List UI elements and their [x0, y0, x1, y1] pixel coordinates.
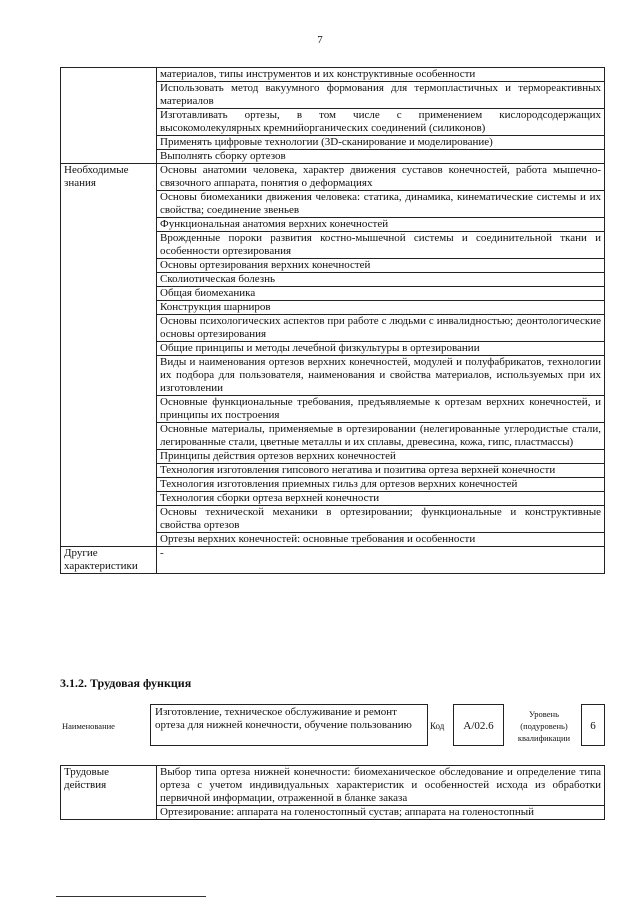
knowledge-item: Конструкция шарниров [157, 301, 605, 315]
qualification-level-label: Уровень (подуровень) квалификации [517, 709, 571, 743]
function-code: А/02.6 [453, 704, 504, 746]
knowledge-item: Функциональная анатомия верхних конечностей [157, 218, 605, 232]
code-label: Код [430, 721, 445, 731]
knowledge-item: Ортезы верхних конечностей: основные требования и особенности [157, 533, 605, 547]
knowledge-item: Основы технической механики в ортезировании; функциональные и конструктивные свойства ортезов [157, 506, 605, 533]
skill-item: Выполнять сборку ортезов [157, 150, 605, 164]
knowledge-item: Технология сборки ортеза верхней конечности [157, 492, 605, 506]
knowledge-item: Технология изготовления гипсового негатива и позитива ортеза верхней конечности [157, 464, 605, 478]
labor-action-item: Выбор типа ортеза нижней конечности: биомеханическое обследование и определение типа ортеза с учетом индивидуальных характеристик и особенностей исхода из обработки первичной информации, отраженной в бланке заказа [157, 766, 605, 806]
knowledge-item: Виды и наименования ортезов верхних конечностей, модулей и полуфабрикатов, технологии их подбора для пользователя, наименования и свойства материалов, используемых при их изготовлении [157, 356, 605, 396]
knowledge-item: Общие принципы и методы лечебной физкультуры в ортезировании [157, 342, 605, 356]
name-label: Наименование [62, 721, 115, 731]
table-row [61, 547, 605, 574]
knowledge-item: Основы ортезирования верхних конечностей [157, 259, 605, 273]
labor-actions-table [60, 765, 605, 820]
page-number: 7 [317, 34, 323, 46]
requirements-table [60, 67, 605, 574]
table-row [61, 164, 605, 191]
knowledge-item: Сколиотическая болезнь [157, 273, 605, 287]
knowledge-item: Врожденные пороки развития костно-мышечной системы и соединительной ткани и особенности ортезирования [157, 232, 605, 259]
skill-item: Применять цифровые технологии (3D-сканирование и моделирование) [157, 136, 605, 150]
skill-item: Использовать метод вакуумного формования для термопластичных и термореактивных материалов [157, 82, 605, 109]
section-heading: 3.1.2. Трудовая функция [60, 676, 192, 690]
labor-action-item: Ортезирование: аппарата на голеностопный сустав; аппарата на голеностопный [157, 806, 605, 820]
knowledge-item: Принципы действия ортезов верхних конечностей [157, 450, 605, 464]
knowledge-label: Необходимые знания [61, 164, 157, 547]
table-row [61, 766, 605, 806]
knowledge-item: Основные материалы, применяемые в ортезировании (нелегированные углеродистые стали, легированные стали, цветные металлы и их сплавы, древесина, кожа, гипс, пластмассы) [157, 423, 605, 450]
skill-item: материалов, типы инструментов и их конструктивные особенности [157, 68, 605, 82]
knowledge-item: Основы биомеханики движения человека: статика, динамика, кинематические системы и их свойства; соединение звеньев [157, 191, 605, 218]
knowledge-item: Основы анатомии человека, характер движения суставов конечностей, работа мышечно-связочного аппарата, понятия о деформациях [157, 164, 605, 191]
knowledge-item: Основы психологических аспектов при работе с людьми с инвалидностью; деонтологические основы ортезирования [157, 315, 605, 342]
knowledge-item: Общая биомеханика [157, 287, 605, 301]
qualification-level: 6 [581, 704, 605, 746]
other-characteristics-label: Другие характеристики [61, 547, 157, 574]
function-name: Изготовление, техническое обслуживание и ремонт ортеза для нижней конечности, обучение пользованию [150, 704, 428, 746]
knowledge-item: Технология изготовления приемных гильз для ортезов верхних конечностей [157, 478, 605, 492]
knowledge-item: Основные функциональные требования, предъявляемые к ортезам верхних конечностей, и принципы их построения [157, 396, 605, 423]
labor-actions-label: Трудовые действия [61, 766, 157, 820]
skill-item: Изготавливать ортезы, в том числе с применением кислородсодержащих высокомолекулярных кремнийорганических соединений (силиконов) [157, 109, 605, 136]
table-row [61, 68, 605, 82]
footnote-divider [56, 896, 206, 897]
skills-label-cell [61, 68, 157, 164]
labor-function-header [60, 704, 605, 748]
other-characteristics-value: - [157, 547, 605, 574]
